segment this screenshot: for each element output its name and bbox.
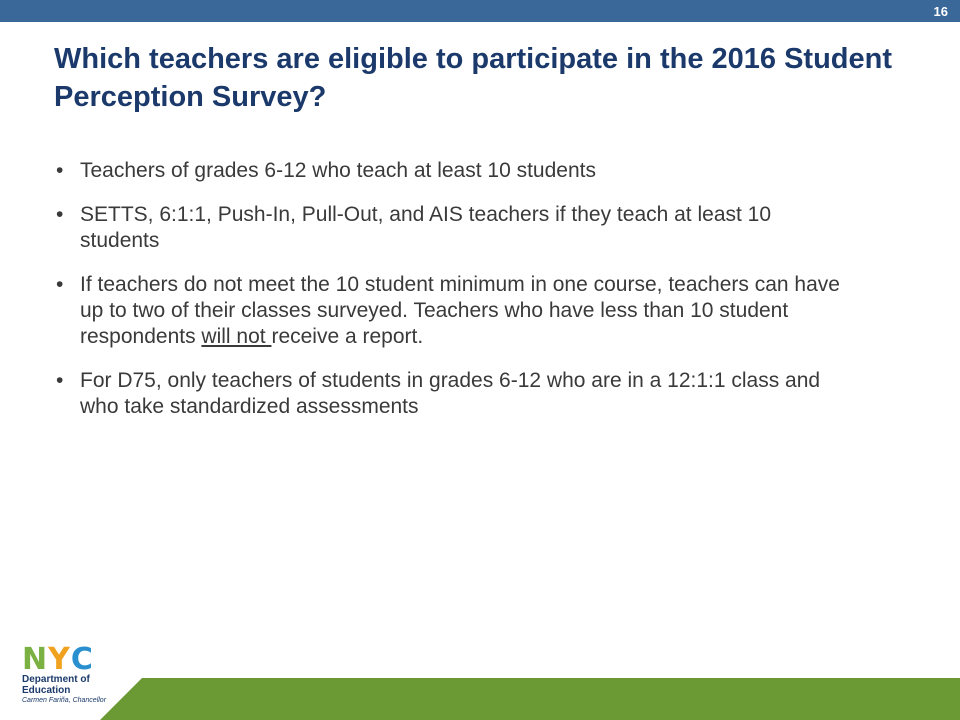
bullet-item <box>56 202 856 254</box>
bullet-text: Teachers of grades 6-12 who teach at least 10 students <box>80 159 596 182</box>
bullet-list <box>56 158 856 438</box>
nyc-letters <box>22 642 142 677</box>
bullet-marker: • <box>56 159 64 182</box>
logo-letter-c: C <box>70 642 93 677</box>
logo-letter-y: Y <box>48 642 70 677</box>
logo-department-text: Department of <box>22 674 90 685</box>
logo-chancellor-text: Carmen Fariña, Chancellor <box>22 697 107 704</box>
bullet-marker: • <box>56 273 64 296</box>
bullet-item <box>56 272 856 350</box>
bullet-item <box>56 158 856 184</box>
top-bar <box>0 0 960 22</box>
bullet-text: For D75, only teachers of students in grades 6-12 who are in a 12:1:1 class and who take standardized assessments <box>80 369 821 418</box>
logo-education-text: Education <box>22 685 71 696</box>
bullet-text: SETTS, 6:1:1, Push-In, Pull-Out, and AIS teachers if they teach at least 10 students <box>80 203 772 252</box>
slide-title: Which teachers are eligible to participate in the 2016 Student Perception Survey? <box>54 43 892 113</box>
bullet-text-end: receive a report. <box>271 325 424 348</box>
bullet-text-start: If teachers do not meet the 10 student minimum in one course, teachers can have up to two of their classes surveyed. Teachers who have less than 10 student respondents <box>80 273 840 348</box>
logo-letter-n: N <box>22 642 48 677</box>
underlined-text: will not <box>201 325 272 348</box>
bullet-marker: • <box>56 203 64 226</box>
bullet-item <box>56 368 856 420</box>
bullet-marker: • <box>56 369 64 392</box>
bottom-bar <box>100 678 960 720</box>
slide-number: 16 <box>933 4 948 19</box>
nyc-doe-logo <box>22 642 142 718</box>
